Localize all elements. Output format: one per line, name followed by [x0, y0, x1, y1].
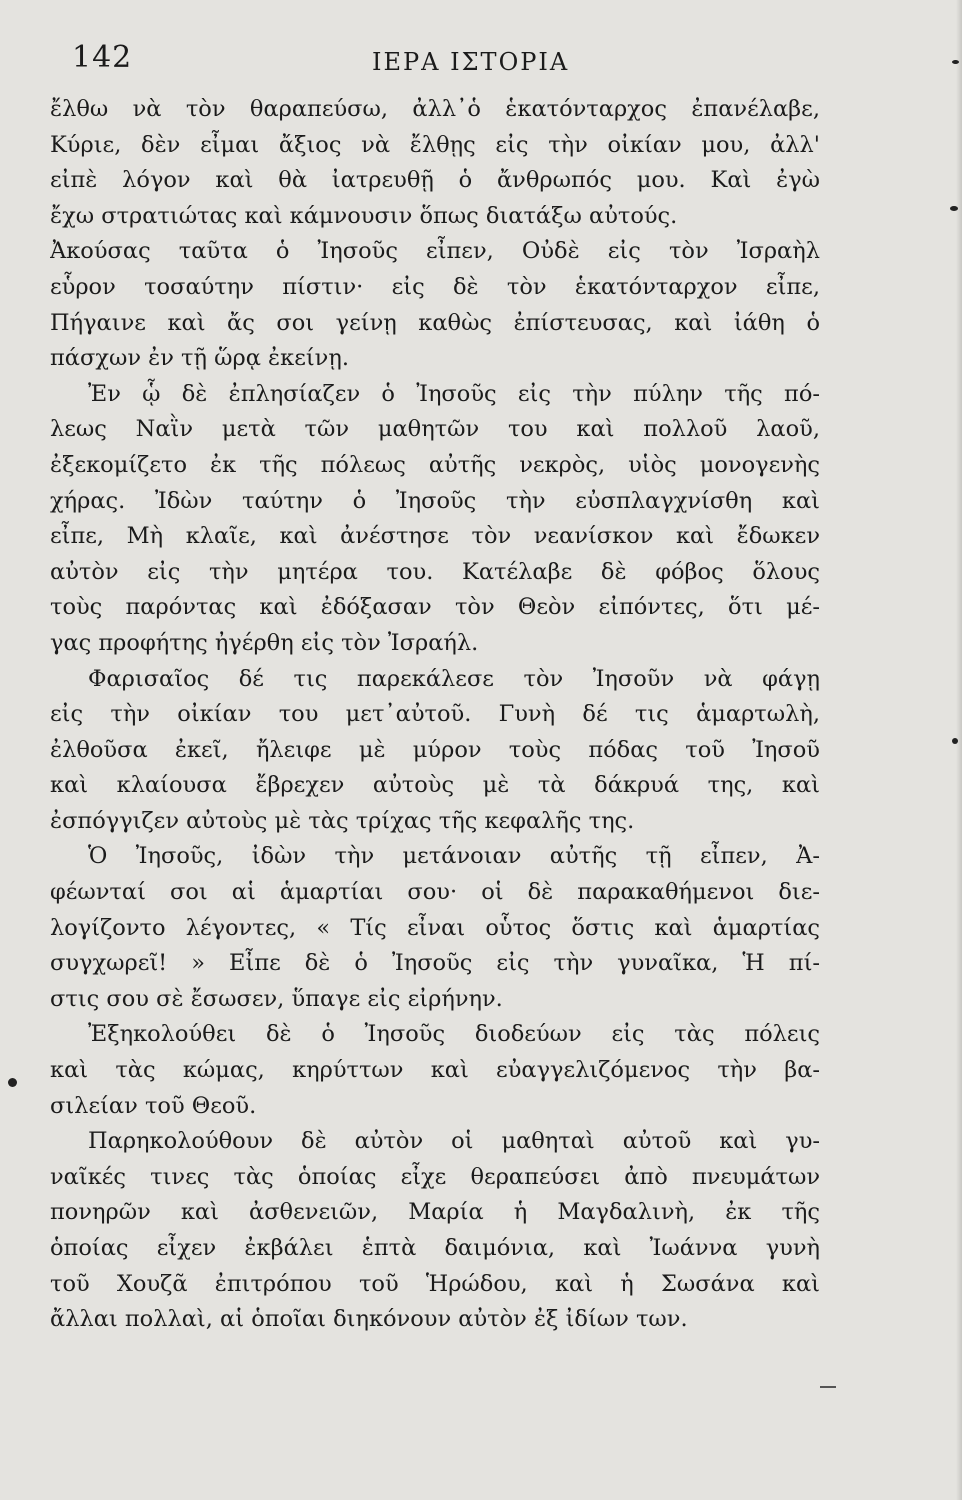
margin-mark — [8, 1078, 17, 1087]
running-title: ΙΕΡΑ ΙΣΤΟΡΙΑ — [372, 48, 570, 76]
text-line: φέωνταί σοι αἱ ἁμαρτίαι σου· οἱ δὲ παρακαθήμενοι διε- — [50, 879, 820, 906]
text-line: Παρηκολούθουν δὲ αὐτὸν οἱ μαθηταὶ αὐτοῦ καὶ γυ- — [88, 1128, 820, 1155]
text-line: καὶ τὰς κώμας, κηρύττων καὶ εὐαγγελιζόμενος τὴν βα- — [50, 1057, 820, 1084]
text-line: πάσχων ἐν τῇ ὥρᾳ ἐκείνῃ. — [50, 345, 349, 372]
text-line: εἰπὲ λόγον καὶ θὰ ἰατρευθῇ ὁ ἄνθρωπός μου. Καὶ ἐγὼ — [50, 167, 820, 194]
text-line: καὶ κλαίουσα ἔβρεχεν αὐτοὺς μὲ τὰ δάκρυά της, καὶ — [50, 772, 820, 799]
text-line: στις σου σὲ ἔσωσεν, ὕπαγε εἰς εἰρήνην. — [50, 985, 503, 1012]
text-line: ἔχω στρατιώτας καὶ κάμνουσιν ὅπως διατάξω αὐτούς. — [50, 202, 678, 229]
text-line: ἐσπόγγιζεν αὐτοὺς μὲ τὰς τρίχας τῆς κεφαλῆς της. — [50, 807, 635, 834]
page-edge-shadow — [956, 0, 962, 1500]
text-line: ναῖκές τινες τὰς ὁποίας εἶχε θεραπεύσει ἀπὸ πνευμάτων — [50, 1163, 820, 1190]
text-line: ἄλλαι πολλαὶ, αἱ ὁποῖαι διηκόνουν αὐτὸν ἐξ ἰδίων των. — [50, 1306, 688, 1333]
text-line: ἐξεκομίζετο ἐκ τῆς πόλεως αὐτῆς νεκρὸς, υἱὸς μονογενὴς — [50, 451, 820, 478]
text-line: Κύριε, δὲν εἶμαι ἄξιος νὰ ἔλθῃς εἰς τὴν οἰκίαν μου, ἀλλ' — [50, 131, 820, 158]
margin-dash — [820, 1386, 836, 1388]
text-line: πονηρῶν καὶ ἀσθενειῶν, Μαρία ἡ Μαγδαλινὴ, ἐκ τῆς — [50, 1199, 820, 1226]
text-line: λεως Ναῒν μετὰ τῶν μαθητῶν του καὶ πολλοῦ λαοῦ, — [50, 416, 820, 443]
text-line: λογίζοντο λέγοντες, « Τίς εἶναι οὗτος ὅστις καὶ ἁμαρτίας — [50, 914, 820, 941]
text-line: ἐλθοῦσα ἐκεῖ, ἤλειφε μὲ μύρον τοὺς πόδας τοῦ Ἰησοῦ — [50, 736, 820, 763]
text-line: σιλείαν τοῦ Θεοῦ. — [50, 1092, 257, 1119]
text-line: αὐτὸν εἰς τὴν μητέρα του. Κατέλαβε δὲ φόβος ὅλους — [50, 558, 820, 585]
text-line: ὁποίας εἶχεν ἐκβάλει ἑπτὰ δαιμόνια, καὶ Ἰωάννα γυνὴ — [50, 1235, 820, 1261]
text-line: Ὁ Ἰησοῦς, ἰδὼν τὴν μετάνοιαν αὐτῆς τῇ εἶπεν, Ἀ- — [88, 843, 820, 870]
text-line: γας προφήτης ἠγέρθη εἰς τὸν Ἰσραήλ. — [50, 629, 479, 656]
text-line: τοὺς παρόντας καὶ ἐδόξασαν τὸν Θεὸν εἰπόντες, ὅτι μέ- — [50, 594, 820, 621]
page-number: 142 — [72, 40, 133, 75]
text-line: εὗρον τοσαύτην πίστιν· εἰς δὲ τὸν ἑκατόνταρχον εἶπε, — [50, 273, 820, 300]
text-line: χήρας. Ἰδὼν ταύτην ὁ Ἰησοῦς τὴν εὐσπλαγχνίσθη καὶ — [50, 487, 820, 514]
text-line: Ἐξηκολούθει δὲ ὁ Ἰησοῦς διοδεύων εἰς τὰς πόλεις — [88, 1021, 820, 1048]
page-header — [72, 40, 832, 90]
text-line: ἔλθω νὰ τὸν θαραπεύσω, ἀλλ᾿ὁ ἑκατόνταρχος ἐπανέλαβε, — [50, 96, 820, 122]
text-line: Ἀκούσας ταῦτα ὁ Ἰησοῦς εἶπεν, Οὐδὲ εἰς τὸν Ἰσραὴλ — [50, 238, 820, 265]
text-line: Πήγαινε καὶ ἄς σοι γείνῃ καθὼς ἐπίστευσας, καὶ ἰάθη ὁ — [50, 309, 820, 336]
body-text — [50, 92, 820, 1338]
text-line: συγχωρεῖ! » Εἶπε δὲ ὁ Ἰησοῦς εἰς τὴν γυναῖκα, Ἡ πί- — [50, 950, 820, 977]
text-line: εἶπε, Μὴ κλαῖε, καὶ ἀνέστησε τὸν νεανίσκον καὶ ἔδωκεν — [50, 523, 820, 550]
text-line: εἰς τὴν οἰκίαν του μετ᾿αὐτοῦ. Γυνὴ δέ τις ἁμαρτωλὴ, — [50, 701, 820, 728]
text-line: Φαρισαῖος δέ τις παρεκάλεσε τὸν Ἰησοῦν νὰ φάγῃ — [88, 665, 820, 692]
text-line: τοῦ Χουζᾶ ἐπιτρόπου τοῦ Ἡρώδου, καὶ ἡ Σωσάνα καὶ — [50, 1270, 820, 1297]
text-line: Ἐν ᾧ δὲ ἐπλησίαζεν ὁ Ἰησοῦς εἰς τὴν πύλην τῆς πό- — [88, 380, 820, 407]
